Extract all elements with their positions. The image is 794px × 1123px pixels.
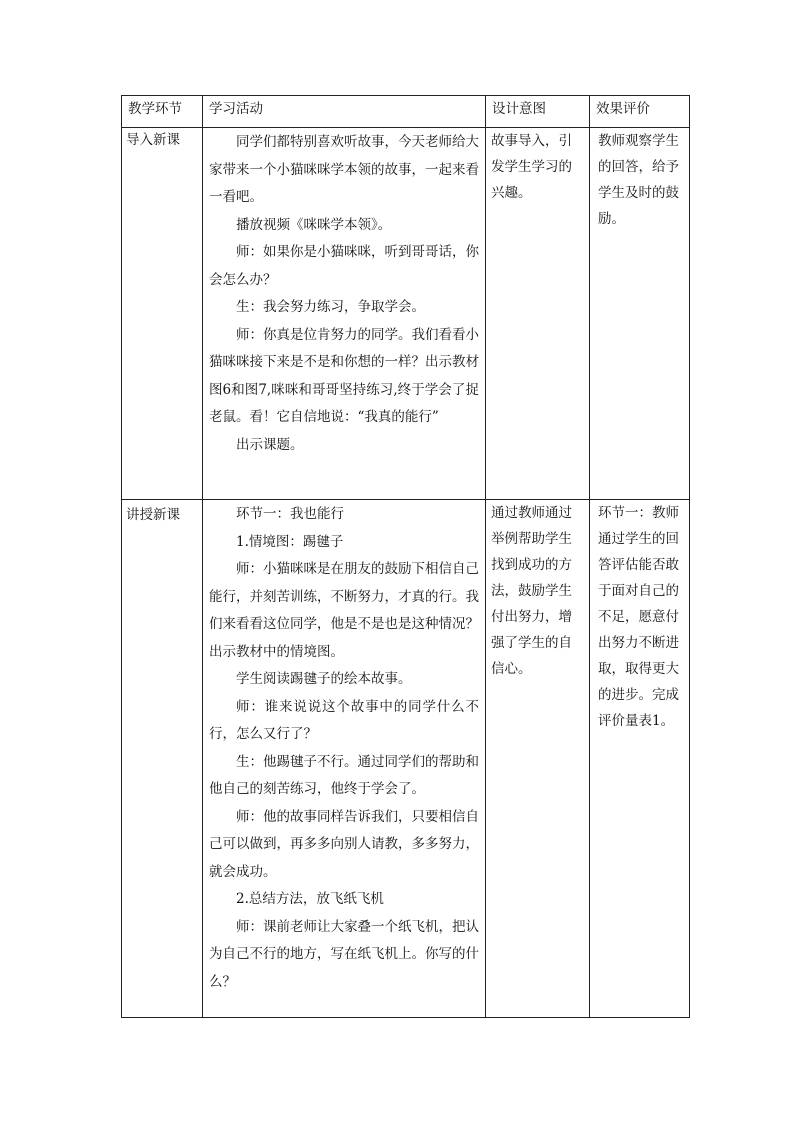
activity-paragraph: 师：你真是位肯努力的同学。我们看看小猫咪咪接下来是不是和你想的一样？出示教材图6和图7,咪咪和哥哥坚持练习,终于学会了捉老鼠。看！它自信地说：“我真的能行” bbox=[209, 326, 479, 425]
activity-paragraph: 同学们都特别喜欢听故事，今天老师给大家带来一个小猫咪咪学本领的故事，一起来看一看吧。 bbox=[209, 134, 479, 205]
intent-cell: 故事导入，引发学生学习的兴趣。 bbox=[486, 128, 590, 500]
header-evaluation: 效果评价 bbox=[590, 96, 690, 128]
stage-cell: 讲授新课 bbox=[122, 500, 203, 1018]
activity-paragraph: 2.总结方法，放飞纸飞机 bbox=[236, 891, 384, 907]
header-row bbox=[122, 96, 690, 128]
activity-paragraph: 师：课前老师让大家叠一个纸飞机，把认为自己不行的地方，写在纸飞机上。你写的什么？ bbox=[209, 918, 479, 990]
activity-paragraph: 生：我会努力练习，争取学会。 bbox=[236, 299, 425, 315]
activity-paragraph: 环节一：我也能行 bbox=[236, 506, 344, 522]
evaluation-cell: 环节一：教师通过学生的回答评估能否敢于面对自己的不足，愿意付出努力不断进取，取得更大的进步。完成评价量表1。 bbox=[590, 500, 690, 1018]
header-activity: 学习活动 bbox=[203, 96, 486, 128]
activity-paragraph: 学生阅读踢毽子的绘本故事。 bbox=[236, 671, 412, 687]
activity-cell bbox=[203, 500, 486, 1018]
activity-paragraph: 师：小猫咪咪是在朋友的鼓励下相信自己能行，并刻苦训练，不断努力，才真的行。我们来看看这位同学，他是不是也是这种情况？出示教材中的情境图。 bbox=[209, 561, 479, 660]
activity-paragraph: 生：他踢毽子不行。通过同学们的帮助和他自己的刻苦练习，他终于学会了。 bbox=[209, 753, 479, 797]
activity-cell bbox=[203, 128, 486, 500]
table-row bbox=[122, 500, 690, 1018]
activity-paragraph: 师：谁来说说这个故事中的同学什么不行，怎么又行了？ bbox=[209, 698, 479, 742]
table-row bbox=[122, 128, 690, 500]
intent-cell: 通过教师通过举例帮助学生找到成功的方法，鼓励学生付出努力，增强了学生的自信心。 bbox=[486, 500, 590, 1018]
lesson-plan-table bbox=[121, 95, 690, 1018]
stage-cell: 导入新课 bbox=[122, 128, 203, 500]
activity-paragraph: 1.情境图：踢毽子 bbox=[236, 533, 344, 550]
activity-paragraph: 师：他的故事同样告诉我们，只要相信自己可以做到，再多多向别人请教，多多努力，就会成功。 bbox=[209, 808, 479, 880]
header-stage: 教学环节 bbox=[122, 96, 203, 128]
activity-paragraph: 播放视频《咪咪学本领》。 bbox=[236, 216, 392, 233]
activity-paragraph: 师：如果你是小猫咪咪，听到哥哥话，你会怎么办？ bbox=[209, 244, 479, 288]
evaluation-cell: 教师观察学生的回答，给予学生及时的鼓励。 bbox=[590, 128, 690, 500]
header-intent: 设计意图 bbox=[486, 96, 590, 128]
activity-paragraph: 出示课题。 bbox=[236, 436, 304, 453]
